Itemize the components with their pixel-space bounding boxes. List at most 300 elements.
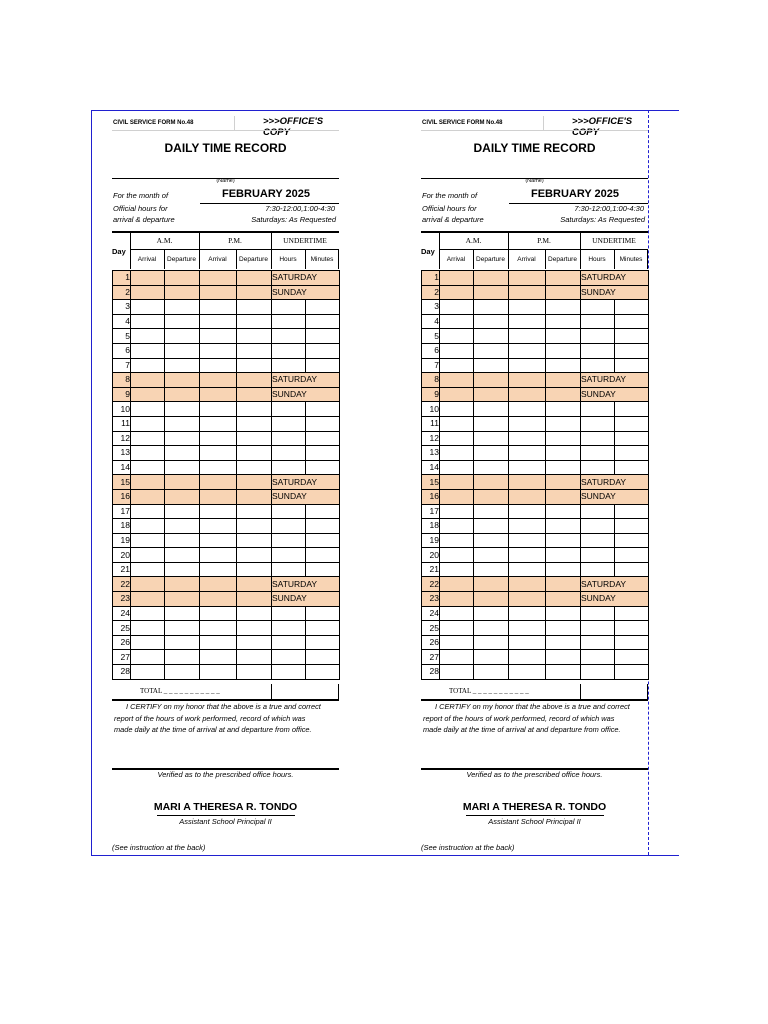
time-cell[interactable] <box>440 446 474 461</box>
undertime-minutes-cell[interactable] <box>615 519 649 534</box>
time-cell[interactable] <box>546 562 581 577</box>
undertime-minutes-cell[interactable] <box>615 446 649 461</box>
time-cell[interactable] <box>200 577 237 592</box>
undertime-hours-cell[interactable] <box>272 519 306 534</box>
time-cell[interactable] <box>440 475 474 490</box>
time-cell[interactable] <box>165 446 200 461</box>
time-cell[interactable] <box>546 460 581 475</box>
time-cell[interactable] <box>237 519 272 534</box>
time-cell[interactable] <box>237 489 272 504</box>
time-cell[interactable] <box>165 577 200 592</box>
time-cell[interactable] <box>165 635 200 650</box>
undertime-minutes-cell[interactable] <box>615 343 649 358</box>
time-cell[interactable] <box>200 446 237 461</box>
time-cell[interactable] <box>200 343 237 358</box>
time-cell[interactable] <box>440 373 474 388</box>
undertime-hours-cell[interactable] <box>272 343 306 358</box>
time-cell[interactable] <box>440 592 474 607</box>
time-cell[interactable] <box>200 621 237 636</box>
undertime-hours-cell[interactable] <box>581 650 615 665</box>
time-cell[interactable] <box>474 592 509 607</box>
time-cell[interactable] <box>509 548 546 563</box>
time-cell[interactable] <box>131 358 165 373</box>
undertime-minutes-cell[interactable] <box>306 533 340 548</box>
time-cell[interactable] <box>474 314 509 329</box>
undertime-minutes-cell[interactable] <box>615 300 649 315</box>
time-cell[interactable] <box>165 285 200 300</box>
time-cell[interactable] <box>165 373 200 388</box>
time-cell[interactable] <box>131 431 165 446</box>
undertime-minutes-cell[interactable] <box>615 358 649 373</box>
time-cell[interactable] <box>440 358 474 373</box>
time-cell[interactable] <box>131 285 165 300</box>
undertime-minutes-cell[interactable] <box>306 329 340 344</box>
time-cell[interactable] <box>131 329 165 344</box>
time-cell[interactable] <box>509 358 546 373</box>
undertime-minutes-cell[interactable] <box>615 402 649 417</box>
time-cell[interactable] <box>440 285 474 300</box>
time-cell[interactable] <box>546 329 581 344</box>
undertime-minutes-cell[interactable] <box>615 650 649 665</box>
undertime-minutes-cell[interactable] <box>306 621 340 636</box>
time-cell[interactable] <box>440 329 474 344</box>
time-cell[interactable] <box>509 373 546 388</box>
undertime-hours-cell[interactable] <box>581 519 615 534</box>
time-cell[interactable] <box>131 373 165 388</box>
time-cell[interactable] <box>165 592 200 607</box>
time-cell[interactable] <box>509 489 546 504</box>
time-cell[interactable] <box>546 271 581 286</box>
undertime-hours-cell[interactable] <box>272 446 306 461</box>
time-cell[interactable] <box>131 446 165 461</box>
undertime-hours-cell[interactable] <box>272 548 306 563</box>
time-cell[interactable] <box>509 431 546 446</box>
time-cell[interactable] <box>237 533 272 548</box>
time-cell[interactable] <box>131 606 165 621</box>
undertime-minutes-cell[interactable] <box>615 635 649 650</box>
time-cell[interactable] <box>200 533 237 548</box>
time-cell[interactable] <box>474 387 509 402</box>
time-cell[interactable] <box>509 592 546 607</box>
time-cell[interactable] <box>440 431 474 446</box>
undertime-minutes-cell[interactable] <box>615 548 649 563</box>
time-cell[interactable] <box>509 533 546 548</box>
time-cell[interactable] <box>440 606 474 621</box>
time-cell[interactable] <box>237 285 272 300</box>
time-cell[interactable] <box>474 431 509 446</box>
undertime-hours-cell[interactable] <box>272 562 306 577</box>
time-cell[interactable] <box>200 271 237 286</box>
undertime-hours-cell[interactable] <box>272 650 306 665</box>
undertime-minutes-cell[interactable] <box>306 358 340 373</box>
time-cell[interactable] <box>546 285 581 300</box>
time-cell[interactable] <box>474 402 509 417</box>
undertime-hours-cell[interactable] <box>581 460 615 475</box>
undertime-minutes-cell[interactable] <box>306 460 340 475</box>
time-cell[interactable] <box>237 460 272 475</box>
time-cell[interactable] <box>509 504 546 519</box>
time-cell[interactable] <box>237 373 272 388</box>
time-cell[interactable] <box>200 519 237 534</box>
time-cell[interactable] <box>237 271 272 286</box>
time-cell[interactable] <box>440 562 474 577</box>
time-cell[interactable] <box>440 271 474 286</box>
undertime-minutes-cell[interactable] <box>306 446 340 461</box>
time-cell[interactable] <box>509 300 546 315</box>
time-cell[interactable] <box>474 548 509 563</box>
time-cell[interactable] <box>509 329 546 344</box>
time-cell[interactable] <box>237 577 272 592</box>
time-cell[interactable] <box>131 562 165 577</box>
time-cell[interactable] <box>131 592 165 607</box>
undertime-hours-cell[interactable] <box>581 446 615 461</box>
time-cell[interactable] <box>200 285 237 300</box>
time-cell[interactable] <box>546 387 581 402</box>
time-cell[interactable] <box>546 314 581 329</box>
undertime-hours-cell[interactable] <box>581 621 615 636</box>
time-cell[interactable] <box>200 489 237 504</box>
time-cell[interactable] <box>474 621 509 636</box>
time-cell[interactable] <box>165 548 200 563</box>
undertime-minutes-cell[interactable] <box>306 562 340 577</box>
time-cell[interactable] <box>440 343 474 358</box>
undertime-hours-cell[interactable] <box>272 329 306 344</box>
time-cell[interactable] <box>165 387 200 402</box>
time-cell[interactable] <box>131 475 165 490</box>
time-cell[interactable] <box>237 358 272 373</box>
time-cell[interactable] <box>474 650 509 665</box>
undertime-minutes-cell[interactable] <box>615 460 649 475</box>
time-cell[interactable] <box>474 504 509 519</box>
time-cell[interactable] <box>440 460 474 475</box>
time-cell[interactable] <box>546 548 581 563</box>
time-cell[interactable] <box>200 314 237 329</box>
time-cell[interactable] <box>474 489 509 504</box>
undertime-hours-cell[interactable] <box>581 343 615 358</box>
time-cell[interactable] <box>440 577 474 592</box>
time-cell[interactable] <box>509 343 546 358</box>
time-cell[interactable] <box>237 504 272 519</box>
time-cell[interactable] <box>200 300 237 315</box>
time-cell[interactable] <box>237 446 272 461</box>
time-cell[interactable] <box>509 416 546 431</box>
time-cell[interactable] <box>165 650 200 665</box>
time-cell[interactable] <box>474 519 509 534</box>
time-cell[interactable] <box>546 577 581 592</box>
time-cell[interactable] <box>546 606 581 621</box>
time-cell[interactable] <box>546 446 581 461</box>
undertime-hours-cell[interactable] <box>581 665 615 680</box>
time-cell[interactable] <box>474 577 509 592</box>
time-cell[interactable] <box>165 475 200 490</box>
time-cell[interactable] <box>546 650 581 665</box>
time-cell[interactable] <box>509 665 546 680</box>
time-cell[interactable] <box>509 285 546 300</box>
time-cell[interactable] <box>509 562 546 577</box>
time-cell[interactable] <box>440 533 474 548</box>
time-cell[interactable] <box>131 402 165 417</box>
undertime-hours-cell[interactable] <box>272 300 306 315</box>
undertime-minutes-cell[interactable] <box>615 314 649 329</box>
time-cell[interactable] <box>474 533 509 548</box>
time-cell[interactable] <box>131 621 165 636</box>
undertime-minutes-cell[interactable] <box>306 343 340 358</box>
time-cell[interactable] <box>165 460 200 475</box>
undertime-minutes-cell[interactable] <box>615 562 649 577</box>
time-cell[interactable] <box>237 300 272 315</box>
time-cell[interactable] <box>165 519 200 534</box>
time-cell[interactable] <box>509 460 546 475</box>
time-cell[interactable] <box>237 343 272 358</box>
undertime-minutes-cell[interactable] <box>615 665 649 680</box>
time-cell[interactable] <box>440 519 474 534</box>
undertime-minutes-cell[interactable] <box>306 635 340 650</box>
undertime-minutes-cell[interactable] <box>615 606 649 621</box>
time-cell[interactable] <box>237 606 272 621</box>
time-cell[interactable] <box>509 271 546 286</box>
time-cell[interactable] <box>546 504 581 519</box>
time-cell[interactable] <box>474 358 509 373</box>
undertime-hours-cell[interactable] <box>581 504 615 519</box>
undertime-hours-cell[interactable] <box>272 635 306 650</box>
time-cell[interactable] <box>237 548 272 563</box>
time-cell[interactable] <box>200 650 237 665</box>
time-cell[interactable] <box>546 343 581 358</box>
time-cell[interactable] <box>509 387 546 402</box>
time-cell[interactable] <box>237 329 272 344</box>
time-cell[interactable] <box>200 665 237 680</box>
time-cell[interactable] <box>165 431 200 446</box>
time-cell[interactable] <box>131 460 165 475</box>
time-cell[interactable] <box>237 592 272 607</box>
time-cell[interactable] <box>440 504 474 519</box>
time-cell[interactable] <box>237 475 272 490</box>
time-cell[interactable] <box>131 271 165 286</box>
time-cell[interactable] <box>131 665 165 680</box>
time-cell[interactable] <box>237 314 272 329</box>
time-cell[interactable] <box>165 402 200 417</box>
time-cell[interactable] <box>474 343 509 358</box>
time-cell[interactable] <box>131 416 165 431</box>
time-cell[interactable] <box>237 416 272 431</box>
time-cell[interactable] <box>131 387 165 402</box>
time-cell[interactable] <box>509 577 546 592</box>
time-cell[interactable] <box>546 300 581 315</box>
time-cell[interactable] <box>165 300 200 315</box>
time-cell[interactable] <box>200 460 237 475</box>
undertime-minutes-cell[interactable] <box>306 606 340 621</box>
time-cell[interactable] <box>474 416 509 431</box>
time-cell[interactable] <box>474 271 509 286</box>
undertime-hours-cell[interactable] <box>272 431 306 446</box>
time-cell[interactable] <box>546 635 581 650</box>
time-cell[interactable] <box>237 665 272 680</box>
time-cell[interactable] <box>200 635 237 650</box>
time-cell[interactable] <box>440 314 474 329</box>
undertime-minutes-cell[interactable] <box>615 504 649 519</box>
time-cell[interactable] <box>440 402 474 417</box>
undertime-hours-cell[interactable] <box>272 533 306 548</box>
time-cell[interactable] <box>131 504 165 519</box>
time-cell[interactable] <box>546 519 581 534</box>
time-cell[interactable] <box>440 621 474 636</box>
time-cell[interactable] <box>131 314 165 329</box>
time-cell[interactable] <box>165 621 200 636</box>
time-cell[interactable] <box>200 562 237 577</box>
time-cell[interactable] <box>509 402 546 417</box>
time-cell[interactable] <box>237 621 272 636</box>
time-cell[interactable] <box>131 635 165 650</box>
time-cell[interactable] <box>546 431 581 446</box>
time-cell[interactable] <box>165 606 200 621</box>
undertime-minutes-cell[interactable] <box>615 329 649 344</box>
undertime-minutes-cell[interactable] <box>306 650 340 665</box>
time-cell[interactable] <box>165 343 200 358</box>
undertime-hours-cell[interactable] <box>581 606 615 621</box>
time-cell[interactable] <box>237 431 272 446</box>
time-cell[interactable] <box>546 489 581 504</box>
time-cell[interactable] <box>440 665 474 680</box>
time-cell[interactable] <box>200 431 237 446</box>
time-cell[interactable] <box>131 489 165 504</box>
undertime-hours-cell[interactable] <box>581 635 615 650</box>
time-cell[interactable] <box>165 665 200 680</box>
time-cell[interactable] <box>440 387 474 402</box>
time-cell[interactable] <box>131 650 165 665</box>
time-cell[interactable] <box>165 358 200 373</box>
time-cell[interactable] <box>200 402 237 417</box>
time-cell[interactable] <box>200 606 237 621</box>
undertime-minutes-cell[interactable] <box>306 519 340 534</box>
undertime-hours-cell[interactable] <box>581 431 615 446</box>
time-cell[interactable] <box>474 606 509 621</box>
time-cell[interactable] <box>509 650 546 665</box>
time-cell[interactable] <box>200 475 237 490</box>
time-cell[interactable] <box>440 416 474 431</box>
time-cell[interactable] <box>200 504 237 519</box>
time-cell[interactable] <box>200 592 237 607</box>
time-cell[interactable] <box>165 504 200 519</box>
time-cell[interactable] <box>237 562 272 577</box>
undertime-hours-cell[interactable] <box>581 548 615 563</box>
time-cell[interactable] <box>131 533 165 548</box>
undertime-hours-cell[interactable] <box>581 329 615 344</box>
undertime-hours-cell[interactable] <box>272 402 306 417</box>
time-cell[interactable] <box>165 329 200 344</box>
undertime-hours-cell[interactable] <box>272 416 306 431</box>
time-cell[interactable] <box>165 271 200 286</box>
undertime-hours-cell[interactable] <box>581 562 615 577</box>
time-cell[interactable] <box>440 300 474 315</box>
undertime-minutes-cell[interactable] <box>306 504 340 519</box>
undertime-minutes-cell[interactable] <box>306 431 340 446</box>
time-cell[interactable] <box>474 373 509 388</box>
undertime-hours-cell[interactable] <box>272 606 306 621</box>
undertime-hours-cell[interactable] <box>272 314 306 329</box>
time-cell[interactable] <box>200 329 237 344</box>
undertime-hours-cell[interactable] <box>581 402 615 417</box>
time-cell[interactable] <box>131 577 165 592</box>
time-cell[interactable] <box>237 635 272 650</box>
time-cell[interactable] <box>546 621 581 636</box>
time-cell[interactable] <box>474 665 509 680</box>
undertime-hours-cell[interactable] <box>272 621 306 636</box>
time-cell[interactable] <box>509 621 546 636</box>
time-cell[interactable] <box>237 402 272 417</box>
time-cell[interactable] <box>474 635 509 650</box>
time-cell[interactable] <box>440 548 474 563</box>
time-cell[interactable] <box>509 475 546 490</box>
time-cell[interactable] <box>200 416 237 431</box>
undertime-minutes-cell[interactable] <box>615 431 649 446</box>
undertime-minutes-cell[interactable] <box>306 665 340 680</box>
time-cell[interactable] <box>509 606 546 621</box>
time-cell[interactable] <box>165 533 200 548</box>
time-cell[interactable] <box>509 314 546 329</box>
time-cell[interactable] <box>509 446 546 461</box>
time-cell[interactable] <box>131 343 165 358</box>
undertime-hours-cell[interactable] <box>272 665 306 680</box>
undertime-minutes-cell[interactable] <box>306 416 340 431</box>
undertime-hours-cell[interactable] <box>272 358 306 373</box>
time-cell[interactable] <box>509 635 546 650</box>
undertime-hours-cell[interactable] <box>581 533 615 548</box>
time-cell[interactable] <box>474 329 509 344</box>
undertime-minutes-cell[interactable] <box>306 314 340 329</box>
time-cell[interactable] <box>200 548 237 563</box>
time-cell[interactable] <box>440 489 474 504</box>
time-cell[interactable] <box>546 592 581 607</box>
time-cell[interactable] <box>474 460 509 475</box>
undertime-hours-cell[interactable] <box>581 300 615 315</box>
time-cell[interactable] <box>474 300 509 315</box>
time-cell[interactable] <box>546 373 581 388</box>
time-cell[interactable] <box>131 300 165 315</box>
time-cell[interactable] <box>474 562 509 577</box>
time-cell[interactable] <box>200 373 237 388</box>
time-cell[interactable] <box>546 402 581 417</box>
undertime-minutes-cell[interactable] <box>615 416 649 431</box>
time-cell[interactable] <box>237 387 272 402</box>
time-cell[interactable] <box>546 533 581 548</box>
undertime-hours-cell[interactable] <box>581 314 615 329</box>
time-cell[interactable] <box>509 519 546 534</box>
time-cell[interactable] <box>474 446 509 461</box>
time-cell[interactable] <box>237 650 272 665</box>
undertime-hours-cell[interactable] <box>272 504 306 519</box>
undertime-minutes-cell[interactable] <box>615 621 649 636</box>
time-cell[interactable] <box>165 489 200 504</box>
time-cell[interactable] <box>546 358 581 373</box>
undertime-hours-cell[interactable] <box>581 358 615 373</box>
undertime-hours-cell[interactable] <box>581 416 615 431</box>
time-cell[interactable] <box>131 548 165 563</box>
undertime-minutes-cell[interactable] <box>615 533 649 548</box>
undertime-hours-cell[interactable] <box>272 460 306 475</box>
time-cell[interactable] <box>200 387 237 402</box>
time-cell[interactable] <box>165 562 200 577</box>
time-cell[interactable] <box>474 475 509 490</box>
undertime-minutes-cell[interactable] <box>306 548 340 563</box>
time-cell[interactable] <box>546 665 581 680</box>
time-cell[interactable] <box>474 285 509 300</box>
time-cell[interactable] <box>546 475 581 490</box>
time-cell[interactable] <box>165 416 200 431</box>
time-cell[interactable] <box>165 314 200 329</box>
undertime-minutes-cell[interactable] <box>306 300 340 315</box>
time-cell[interactable] <box>131 519 165 534</box>
time-cell[interactable] <box>440 650 474 665</box>
